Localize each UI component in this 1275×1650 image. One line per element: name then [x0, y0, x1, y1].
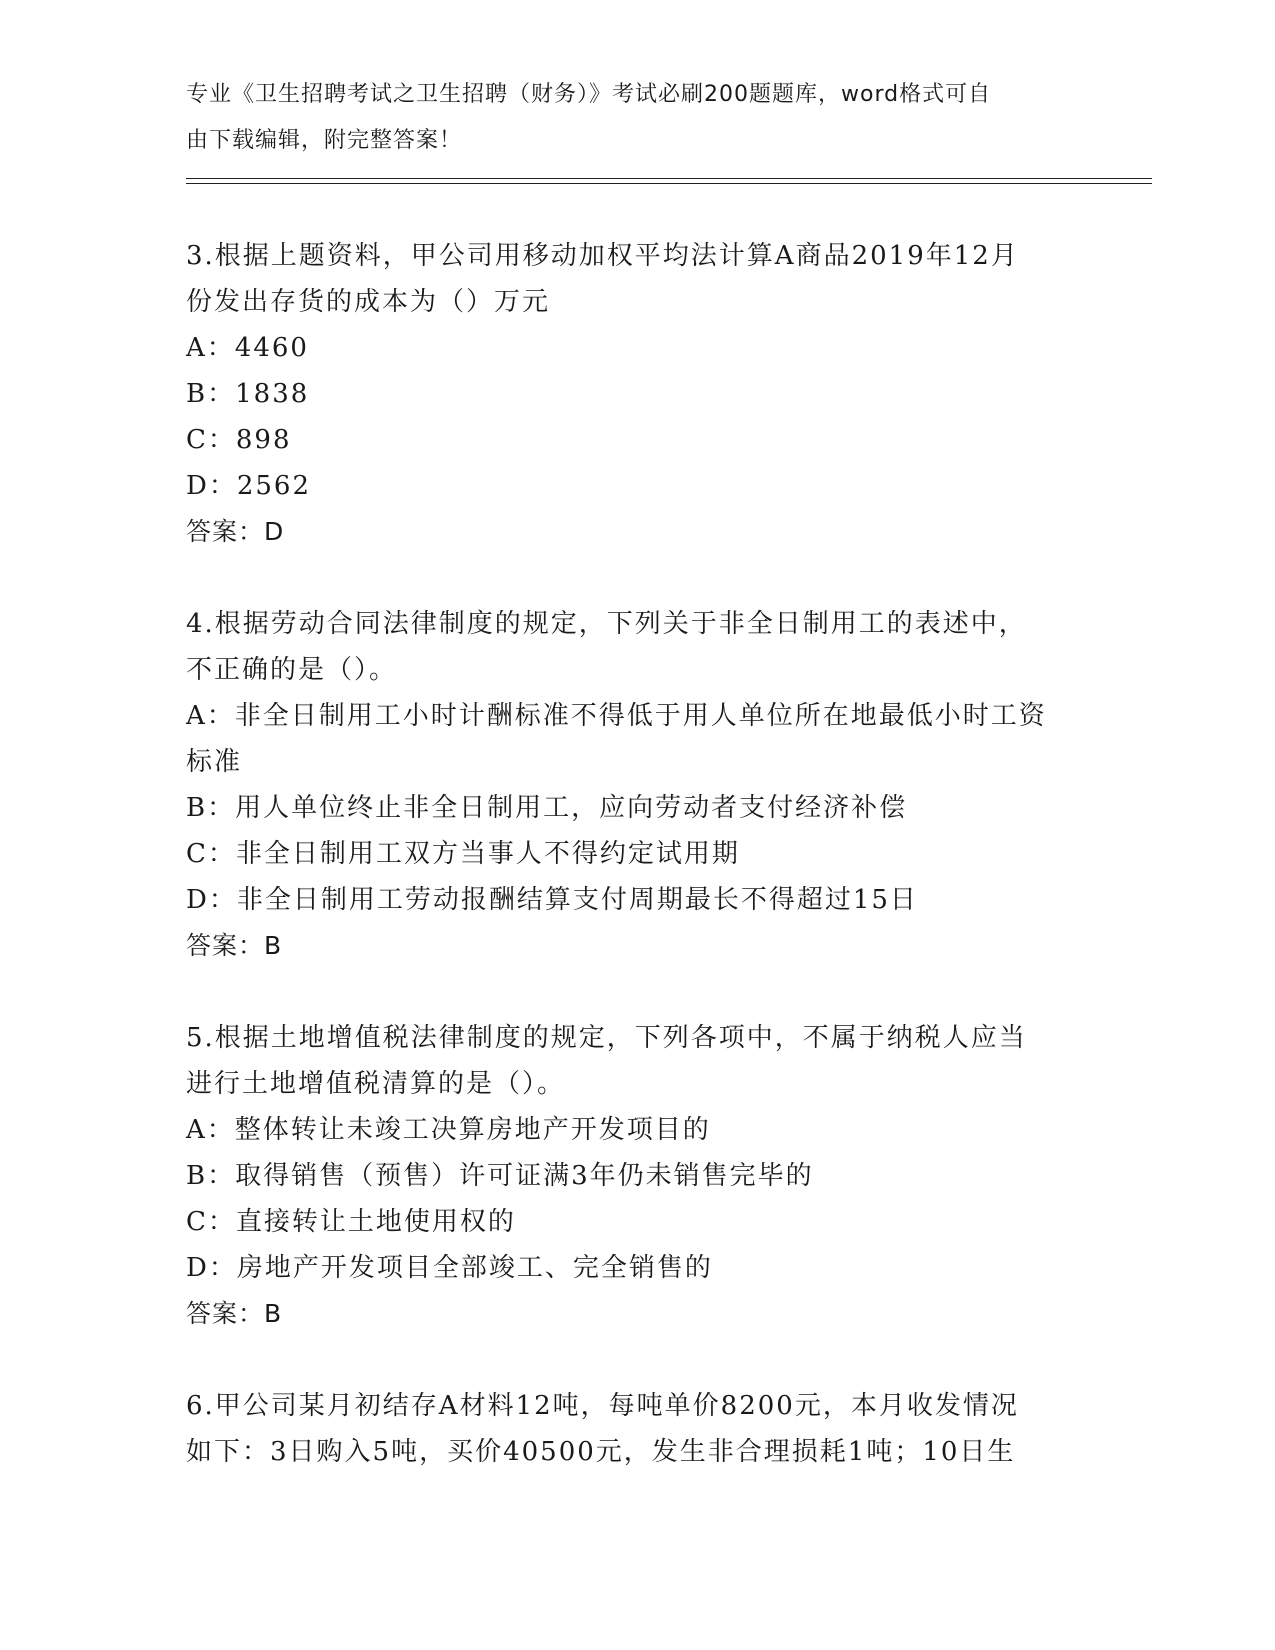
- question-stem-line: 如下：3日购入5吨，买价40500元，发生非合理损耗1吨；10日生: [186, 1437, 1016, 1467]
- answer-line: 答案：D: [186, 517, 285, 546]
- option-c: C：898: [186, 425, 292, 455]
- option-d: D：房地产开发项目全部竣工、完全销售的: [186, 1253, 713, 1283]
- question-stem-line: 进行土地增值税清算的是（）。: [186, 1069, 566, 1099]
- option-b: B：1838: [186, 379, 310, 409]
- option-a: A：整体转让未竣工决算房地产开发项目的: [186, 1115, 711, 1145]
- question-stem-line: 份发出存货的成本为（）万元: [186, 287, 551, 317]
- header-line-1: 专业《卫生招聘考试之卫生招聘（财务）》考试必刷200题题库，word格式可自: [186, 82, 992, 107]
- header-divider-bottom: [186, 183, 1152, 184]
- question-6: [186, 1383, 1086, 1475]
- option-c: C：非全日制用工双方当事人不得约定试用期: [186, 839, 740, 869]
- question-stem-line: 4.根据劳动合同法律制度的规定，下列关于非全日制用工的表述中，: [186, 609, 1027, 639]
- question-list: [186, 233, 1086, 1475]
- question-stem-line: 不正确的是（）。: [186, 655, 398, 685]
- question-stem-line: 3.根据上题资料，甲公司用移动加权平均法计算A商品2019年12月: [186, 241, 1019, 271]
- question-4: [186, 601, 1086, 969]
- question-stem-line: 6.甲公司某月初结存A材料12吨，每吨单价8200元，本月收发情况: [186, 1391, 1019, 1421]
- option-d: D：2562: [186, 471, 312, 501]
- option-b: B：用人单位终止非全日制用工，应向劳动者支付经济补偿: [186, 793, 908, 823]
- answer-line: 答案：B: [186, 1299, 283, 1328]
- option-d: D：非全日制用工劳动报酬结算支付周期最长不得超过15日: [186, 885, 918, 915]
- option-a: A：非全日制用工小时计酬标准不得低于用人单位所在地最低小时工资: [186, 701, 1047, 731]
- option-a-continued: 标准: [186, 747, 243, 777]
- question-3: [186, 233, 1086, 555]
- answer-line: 答案：B: [186, 931, 283, 960]
- document-header: [186, 72, 1086, 164]
- option-b: B：取得销售（预售）许可证满3年仍未销售完毕的: [186, 1161, 814, 1191]
- question-stem-line: 5.根据土地增值税法律制度的规定，下列各项中，不属于纳税人应当: [186, 1023, 1027, 1053]
- option-c: C：直接转让土地使用权的: [186, 1207, 516, 1237]
- option-a: A：4460: [186, 333, 309, 363]
- question-5: [186, 1015, 1086, 1337]
- header-divider-top: [186, 178, 1152, 179]
- header-line-2: 由下载编辑，附完整答案！: [186, 128, 463, 153]
